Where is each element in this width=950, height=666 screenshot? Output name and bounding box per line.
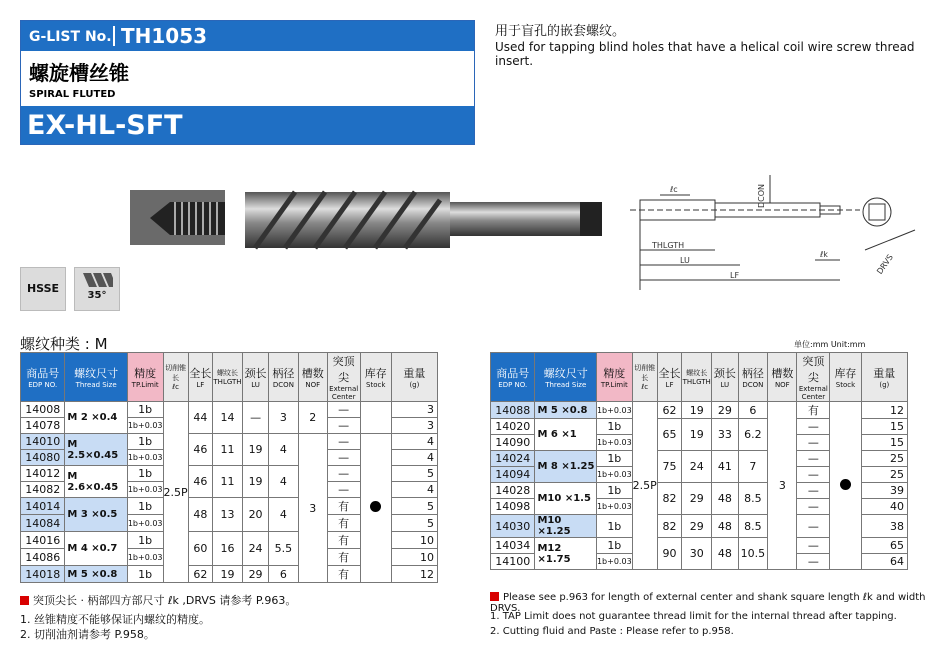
edp-cell: 14008 [21,402,65,418]
lf-cell: 90 [657,538,681,570]
external-center-cell: 有 [327,515,360,532]
col-qty: 重量 (g) [391,353,437,402]
thlgth-cell: 29 [682,515,712,538]
dcon-cell: 4 [269,498,298,532]
spec-table-left [20,352,438,583]
weight-cell: 4 [391,482,437,498]
edp-cell: 14080 [21,450,65,466]
col-nof: 槽数 NOF [298,353,327,402]
external-center-cell: — [797,435,830,451]
red-square-icon [490,592,499,601]
table-row[interactable] [21,434,438,450]
col-dcon: 柄径 DCON [269,353,298,402]
helix-angle-badge [74,267,120,311]
header-top-band [21,21,474,51]
lf-cell: 62 [188,566,212,583]
col-ext: 突顶尖 External Center [327,353,360,402]
weight-cell: 38 [861,515,907,538]
external-center-cell: — [327,434,360,450]
tool-image [130,180,605,260]
weight-cell: 4 [391,434,437,450]
weight-cell: 10 [391,549,437,566]
lu-cell: 48 [712,483,738,515]
edp-cell: 14084 [21,515,65,532]
col-lf: 全长 LF [657,353,681,402]
description-en: Used for tapping blind holes that have a helical coil wire screw thread insert. [495,40,915,68]
col-tp: 精度 TP.Limit [127,353,163,402]
edp-cell: 14012 [21,466,65,482]
thlgth-cell: 29 [682,483,712,515]
weight-cell: 39 [861,483,907,499]
thlgth-cell: 19 [213,566,243,583]
stock-cell [360,402,391,434]
external-center-cell: 有 [327,498,360,515]
weight-cell: 40 [861,499,907,515]
col-size: 螺纹尺寸 Thread Size [65,353,127,402]
dcon-cell: 4 [269,466,298,498]
table-row[interactable] [491,402,908,419]
nof-cell: 2 [298,402,327,434]
external-center-cell: — [327,418,360,434]
tp-limit-cell: 1b [127,566,163,583]
weight-cell: 10 [391,532,437,549]
lf-cell: 60 [188,532,212,566]
tp-limit-cell: 1b+0.03 [127,450,163,466]
thlgth-cell: 19 [682,419,712,451]
external-center-cell: — [327,450,360,466]
edp-cell: 14014 [21,498,65,515]
external-center-cell: — [797,419,830,435]
table-row[interactable] [21,402,438,418]
thread-type-title: 螺纹种类 : M [20,335,108,353]
edp-cell: 14094 [491,467,535,483]
thread-size-cell: M12 ×1.75 [535,538,596,570]
external-center-cell: — [797,483,830,499]
edp-cell: 14082 [21,482,65,498]
thread-size-cell: M 4 ×0.7 [65,532,127,566]
col-size: 螺纹尺寸 Thread Size [535,353,596,402]
edp-cell: 14028 [491,483,535,499]
lf-cell: 44 [188,402,212,434]
tp-limit-cell: 1b [127,466,163,482]
col-stock: 库存 Stock [360,353,391,402]
edp-cell: 14088 [491,402,535,419]
external-center-cell: — [327,402,360,418]
tp-limit-cell: 1b+0.03 [127,418,163,434]
dcon-cell: 8.5 [738,515,768,538]
tp-limit-cell: 1b+0.03 [127,549,163,566]
edp-cell: 14010 [21,434,65,450]
thlgth-cell: 24 [682,451,712,483]
tp-limit-cell: 1b+0.03 [127,515,163,532]
dcon-cell: 4 [269,434,298,466]
weight-cell: 5 [391,498,437,515]
product-title-en: SPIRAL FLUTED [29,89,116,100]
tp-limit-cell: 1b+0.03 [596,467,632,483]
edp-cell: 14100 [491,554,535,570]
unit-label: 单位:mm Unit:mm [794,340,866,349]
thread-size-cell: M 6 ×1 [535,419,596,451]
col-stock: 库存 Stock [830,353,861,402]
tp-limit-cell: 1b+0.03 [596,402,632,419]
thread-size-cell: M 2.5×0.45 [65,434,127,466]
dcon-cell: 5.5 [269,532,298,566]
thread-size-cell: M10 ×1.25 [535,515,596,538]
external-center-cell: — [797,538,830,554]
lu-cell: 29 [242,566,268,583]
stock-cell [830,402,861,570]
stock-mark-icon [370,501,381,512]
lu-cell: 48 [712,538,738,570]
external-center-cell: — [797,515,830,538]
label-lk: ℓk [820,250,828,259]
col-lu: 颈长 LU [712,353,738,402]
edp-cell: 14018 [21,566,65,583]
label-drvs: DRVS [875,252,895,276]
spec-table-right [490,352,908,570]
lf-cell: 46 [188,434,212,466]
col-lc: 切削锥长 ℓc [163,353,188,402]
glist-label: G-LIST No. [29,29,112,45]
lu-cell: — [242,402,268,434]
note-cn-1: 1. 丝锥精度不能够保证内螺纹的精度。 [20,613,210,626]
lf-cell: 62 [657,402,681,419]
weight-cell: 12 [391,566,437,583]
external-center-cell: — [327,482,360,498]
label-lu: LU [680,256,690,265]
lu-cell: 48 [712,515,738,538]
external-center-cell: 有 [327,532,360,549]
dcon-cell: 6.2 [738,419,768,451]
edp-cell: 14078 [21,418,65,434]
edp-cell: 14086 [21,549,65,566]
thread-size-cell: M 5 ×0.8 [65,566,127,583]
header-model-band [21,106,474,144]
tp-limit-cell: 1b [127,434,163,450]
col-edp: 商品号 EDP NO. [491,353,535,402]
red-square-icon [20,596,29,605]
weight-cell: 15 [861,419,907,435]
note-en-1: 1. TAP Limit does not guarantee thread limit for the internal thread after tapping. [490,611,897,622]
edp-cell: 14090 [491,435,535,451]
stock-mark-icon [840,479,851,490]
thlgth-cell: 30 [682,538,712,570]
weight-cell: 12 [861,402,907,419]
note-en-2: 2. Cutting fluid and Paste : Please refer to p.958. [490,626,734,637]
helix-icon [83,273,113,287]
thread-size-cell: M 8 ×1.25 [535,451,596,483]
thread-size-cell: M 3 ×0.5 [65,498,127,532]
dcon-cell: 7 [738,451,768,483]
dcon-cell: 6 [269,566,298,583]
stock-cell [360,434,391,583]
tp-limit-cell: 1b+0.03 [596,499,632,515]
thlgth-cell: 19 [682,402,712,419]
dcon-cell: 6 [738,402,768,419]
note-cn-0: 突顶尖长 · 柄部四方部尺寸 ℓk ,DRVS 请参考 P.963。 [20,592,296,608]
note-en-0: Please see p.963 for length of external center and shank square length ℓk and width DRVS. [490,592,926,614]
tp-limit-cell: 1b+0.03 [596,554,632,570]
thread-size-cell: M10 ×1.5 [535,483,596,515]
external-center-cell: — [797,554,830,570]
label-lf: LF [730,271,740,280]
lf-cell: 75 [657,451,681,483]
helix-angle-label: 35° [87,290,107,301]
dcon-cell: 10.5 [738,538,768,570]
tp-limit-cell: 1b [596,451,632,467]
lc-cell: 2.5P [163,402,188,583]
external-center-cell: — [327,466,360,482]
thread-size-cell: M 5 ×0.8 [535,402,596,419]
thlgth-cell: 14 [213,402,243,434]
dimension-drawing [630,170,920,300]
weight-cell: 25 [861,451,907,467]
thlgth-cell: 13 [213,498,243,532]
edp-cell: 14016 [21,532,65,549]
tp-limit-cell: 1b [596,515,632,538]
col-lf: 全长 LF [188,353,212,402]
dcon-cell: 3 [269,402,298,434]
edp-cell: 14098 [491,499,535,515]
col-edp: 商品号 EDP NO. [21,353,65,402]
lu-cell: 24 [242,532,268,566]
external-center-cell: — [797,467,830,483]
weight-cell: 4 [391,450,437,466]
tp-limit-cell: 1b [596,483,632,499]
tp-limit-cell: 1b [596,538,632,554]
weight-cell: 64 [861,554,907,570]
edp-cell: 14034 [491,538,535,554]
col-lu: 颈长 LU [242,353,268,402]
tp-limit-cell: 1b [596,419,632,435]
weight-cell: 15 [861,435,907,451]
external-center-cell: 有 [327,549,360,566]
thread-size-cell: M 2.6×0.45 [65,466,127,498]
model-name: EX-HL-SFT [27,110,183,141]
external-center-cell: — [797,451,830,467]
col-tp: 精度 TP.Limit [596,353,632,402]
weight-cell: 25 [861,467,907,483]
col-lc: 切削锥长 ℓc [632,353,657,402]
weight-cell: 65 [861,538,907,554]
material-badge: HSSE [20,267,66,311]
weight-cell: 5 [391,515,437,532]
lc-cell: 2.5P [632,402,657,570]
col-dcon: 柄径 DCON [738,353,768,402]
edp-cell: 14024 [491,451,535,467]
tp-limit-cell: 1b [127,402,163,418]
label-thlgth: THLGTH [652,241,685,250]
lf-cell: 82 [657,483,681,515]
lf-cell: 48 [188,498,212,532]
col-thlgth: 螺纹长 THLGTH [682,353,712,402]
thread-size-cell: M 2 ×0.4 [65,402,127,434]
lu-cell: 41 [712,451,738,483]
external-center-cell: 有 [797,402,830,419]
dcon-cell: 8.5 [738,483,768,515]
series-header [20,20,475,145]
lf-cell: 82 [657,515,681,538]
col-qty: 重量 (g) [861,353,907,402]
tp-limit-cell: 1b+0.03 [596,435,632,451]
lf-cell: 46 [188,466,212,498]
nof-cell: 3 [298,434,327,583]
note-cn-2: 2. 切削油剂请参考 P.958。 [20,628,155,641]
tp-limit-cell: 1b [127,498,163,515]
lu-cell: 19 [242,466,268,498]
col-ext: 突顶尖 External Center [797,353,830,402]
weight-cell: 5 [391,466,437,482]
lu-cell: 33 [712,419,738,451]
label-dcon: DCON [757,183,766,208]
tp-limit-cell: 1b+0.03 [127,482,163,498]
thlgth-cell: 11 [213,434,243,466]
lu-cell: 20 [242,498,268,532]
external-center-cell: — [797,499,830,515]
glist-number: TH1053 [121,24,208,48]
col-nof: 槽数 NOF [768,353,797,402]
lf-cell: 65 [657,419,681,451]
description-cn: 用于盲孔的嵌套螺纹。 [495,24,626,39]
nof-cell: 3 [768,402,797,570]
tp-limit-cell: 1b [127,532,163,549]
product-title-cn: 螺旋槽丝锥 [29,61,129,85]
weight-cell: 3 [391,418,437,434]
label-lc: ℓc [670,185,678,194]
lu-cell: 19 [242,434,268,466]
edp-cell: 14020 [491,419,535,435]
weight-cell: 3 [391,402,437,418]
col-thlgth: 螺纹长 THLGTH [213,353,243,402]
edp-cell: 14030 [491,515,535,538]
thlgth-cell: 16 [213,532,243,566]
external-center-cell: 有 [327,566,360,583]
thlgth-cell: 11 [213,466,243,498]
lu-cell: 29 [712,402,738,419]
header-divider [113,26,115,46]
